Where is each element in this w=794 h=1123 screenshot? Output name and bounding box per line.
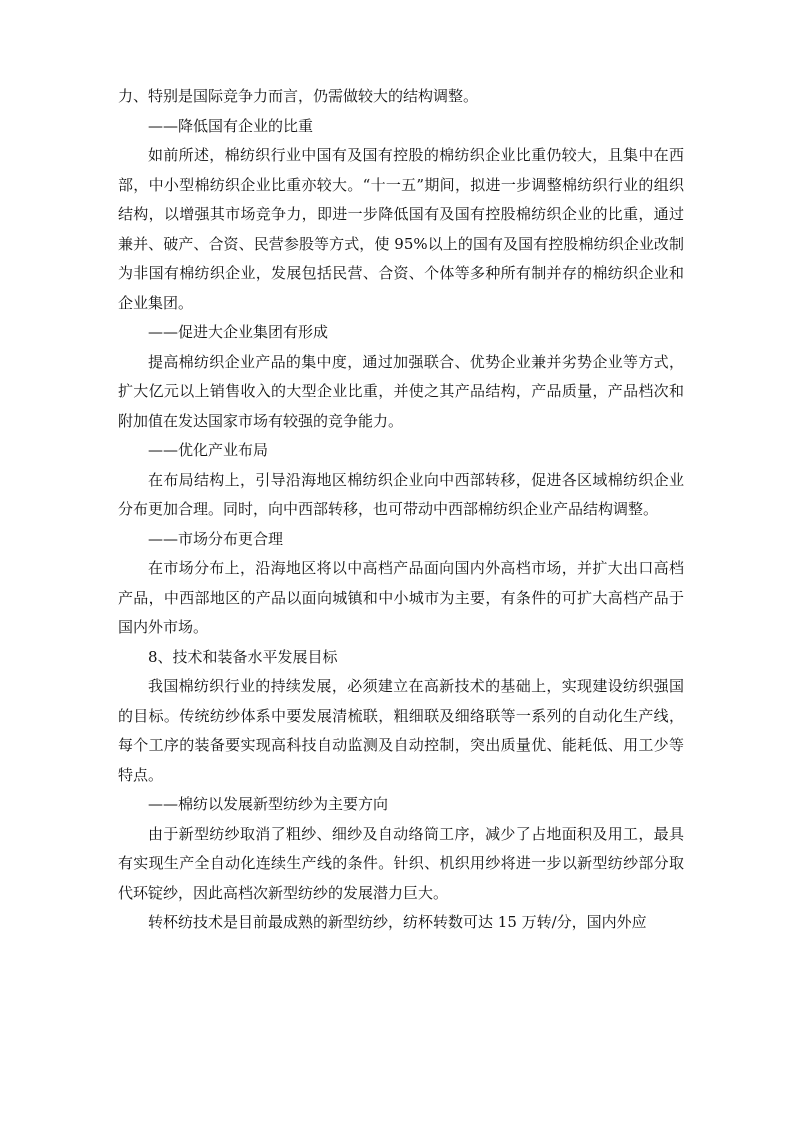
section-heading-reduce-state-owned: ——降低国有企业的比重	[148, 116, 314, 135]
paragraph-continuation: 力、特别是国际竞争力而言，仍需做较大的结构调整。	[118, 87, 479, 105]
section-heading-enterprise-groups: ——促进大企业集团有形成	[148, 323, 329, 341]
paragraph-market-distribution: 在市场分布上，沿海地区将以中高档产品面向国内外高档市场，并扩大出口高档产品，中西部地区的产品以面向城镇和中小城市为主要，有条件的可扩大高档产品于国内外市场。	[118, 559, 684, 636]
section-heading-industry-layout: ——优化产业布局	[148, 441, 269, 459]
document-body	[118, 82, 684, 938]
section-heading-technology-goals: 8、技术和装备水平发展目标	[148, 647, 338, 666]
paragraph-rotor-spinning: 转杯纺技术是目前最成熟的新型纺纱，纺杯转数可达 15 万转/分，国内外应	[148, 913, 647, 931]
section-heading-new-spinning: ——棉纺以发展新型纺纱为主要方向	[148, 795, 389, 813]
section-heading-market-distribution: ——市场分布更合理	[148, 529, 284, 548]
paragraph-technology-goals: 我国棉纺织行业的持续发展，必须建立在高新技术的基础上，实现建设纺织强国的目标。传统纺纱体系中要发展清梳联，粗细联及细络联等一系列的自动化生产线，每个工序的装备要实现高科技自动监测及自动控制，突出质量优、能耗低、用工少等特点。	[118, 677, 684, 784]
paragraph-enterprise-groups: 提高棉纺织企业产品的集中度，通过加强联合、优势企业兼并劣势企业等方式，扩大亿元以上销售收入的大型企业比重，并使之其产品结构，产品质量，产品档次和附加值在发达国家市场有较强的竞争能力。	[118, 352, 684, 430]
paragraph-industry-layout: 在布局结构上，引导沿海地区棉纺织企业向中西部转移，促进各区域棉纺织企业分布更加合理。同时，向中西部转移，也可带动中西部棉纺织企业产品结构调整。	[118, 470, 684, 518]
paragraph-state-owned: 如前所述，棉纺织行业中国有及国有控股的棉纺织企业比重仍较大，且集中在西部，中小型棉纺织企业比重亦较大。“十一五”期间，拟进一步调整棉纺织行业的组织结构，以增强其市场竞争力，即进一步降低国有及国有控股棉纺织企业的比重，通过兼并、破产、合资、民营参股等方式，使 95%以上的国有及国有控股棉纺织企业改制为非国有棉纺织企业，发展包括民营、合资、个体等多种所有制并存的棉纺织企业和企业集团。	[118, 146, 684, 312]
paragraph-new-spinning: 由于新型纺纱取消了粗纱、细纱及自动络筒工序，减少了占地面积及用工，最具有实现生产全自动化连续生产线的条件。针织、机织用纱将进一步以新型纺纱部分取代环锭纱，因此高档次新型纺纱的发展潜力巨大。	[118, 824, 684, 902]
